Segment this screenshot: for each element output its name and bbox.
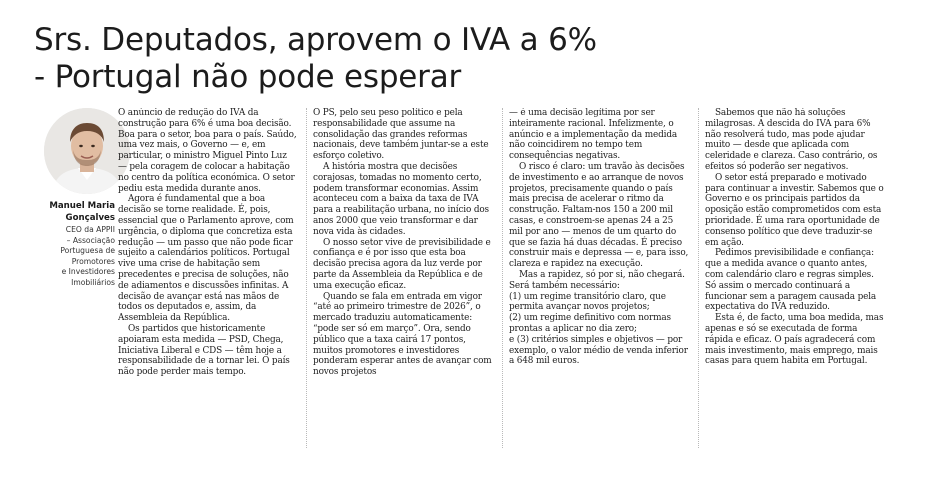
paragraph: Agora é fundamental que a boa decisão se torne realidade. É, pois, essencial que o Parlamento aprove, com urgência, o diploma que concretiza esta redução — um passo que não pode ficar sujeito a calendários políticos. Portugal vive uma crise de habitação sem precedentes e precisa de soluções, não de adiamentos e discussões infinitas. A decisão de avançar está nas mãos de todos os deputados e, assim, da Assembleia da República. — [118, 194, 294, 324]
author-role-line: e Investidores — [61, 267, 115, 277]
paragraph: O PS, pelo seu peso político e pela responsabilidade que assume na consolidação das grandes reformas nacionais, deve também juntar-se a este esforço coletivo. — [313, 108, 489, 162]
author-role — [20, 225, 115, 289]
paragraph: A história mostra que decisões corajosas, tomadas no momento certo, podem transformar economias. Assim aconteceu com a baixa da taxa de IVA para a reabilitação urbana, no início dos anos 2000 que veio transformar e dar nova vida às cidades. — [313, 161, 489, 237]
paragraph: Os partidos que historicamente apoiaram esta medida — PSD, Chega, Iniciativa Liberal e CDS — têm hoje a responsabilidade de a tornar lei. O país não pode perder mais tempo. — [118, 323, 290, 378]
article-column-1 — [118, 108, 298, 493]
paragraph: Mas a rapidez, só por si, não chegará. Será também necessário: — [509, 269, 685, 291]
paragraph: Esta é, de facto, uma boa medida, mas apenas e só se executada de forma rápida e eficaz. O país agradecerá com mais investimento, mais emprego, mais casas para quem habita em Portugal. — [705, 313, 884, 367]
paragraph: Pedimos previsibilidade e confiança: que a medida avance o quanto antes, com calendário claro e regras simples. Só assim o mercado continuará a funcionar sem a paragem causada pela expectativa do IVA reduzido. — [705, 248, 877, 313]
paragraph: Quando se fala em entrada em vigor “até ao primeiro trimestre de 2026”, o mercado traduziu automaticamente: “pode ser só em março”. Ora, sendo público que a taxa cairá 17 pontos, muitos promotores e investidores ponderam esperar antes de avançar com novos projetos — [313, 291, 492, 378]
list-item: e (3) critérios simples e objetivos — por exemplo, o valor médio de venda inferior a 648 mil euros. — [509, 334, 688, 367]
list-item: (2) um regime definitivo com normas prontas a aplicar no dia zero; — [509, 313, 671, 334]
column-divider — [698, 108, 699, 448]
column-divider — [306, 108, 307, 448]
author-role-line: – Associação — [66, 235, 115, 245]
article-column-4 — [705, 108, 885, 493]
paragraph: Sabemos que não há soluções milagrosas. A descida do IVA para 6% não resolverá tudo, mas pode ajudar muito — desde que aplicada com celeridade e clareza. Caso contrário, os efeitos só poderão ser negativos. — [705, 108, 878, 172]
paragraph: O nosso setor vive de previsibilidade e confiança e é por isso que esta boa decisão precisa agora da luz verde por parte da Assembleia da República e de uma execução eficaz. — [313, 237, 491, 291]
list-item: (1) um regime transitório claro, que permita avançar novos projetos; — [509, 291, 666, 313]
author-role-line: Portuguesa de — [60, 246, 115, 256]
author-name — [20, 200, 115, 224]
headline-line-1: Srs. Deputados, aprovem o IVA a 6% — [34, 22, 597, 58]
paragraph: O anúncio de redução do IVA da construção para 6% é uma boa decisão. Boa para o setor, boa para o país. Saúdo, uma vez mais, o Governo — e, em particular, o ministro Miguel Pinto Luz — pela coragem de colocar a habitação no centro da política económica. O setor pediu esta medida durante anos. — [118, 108, 297, 194]
author-name-line-2: Gonçalves — [65, 213, 115, 223]
article-column-3 — [509, 108, 689, 493]
headline-line-2: - Portugal não pode esperar — [34, 59, 462, 95]
author-name-line-1: Manuel Maria — [49, 201, 115, 211]
author-role-line: Promotores — [71, 256, 115, 266]
paragraph: — é uma decisão legítima por ser inteiramente racional. Infelizmente, o anúncio e a implementação da medida não coincidirem no tempo tem consequências negativas. — [509, 108, 677, 162]
headline — [34, 22, 914, 96]
article-column-2 — [313, 108, 493, 493]
author-role-line: CEO da APPII — [65, 225, 115, 234]
column-divider — [502, 108, 503, 448]
paragraph: O setor está preparado e motivado para continuar a investir. Sabemos que o Governo e os principais partidos da oposição estão comprometidos com esta prioridade. É uma rara oportunidade de consenso político que deve traduzir-se em ação. — [705, 172, 884, 248]
paragraph: O risco é claro: um travão às decisões de investimento e ao arranque de novos projetos, precisamente quando o país mais precisa de acelerar o ritmo da construção. Faltam-nos 150 a 200 mil casas, e constroem-se apenas 24 a 25 mil por ano — menos de um quarto do que se fazia há duas décadas. É preciso construir mais e depressa — e, para isso, clareza e rapidez na execução. — [509, 161, 689, 270]
author-role-line: Imobiliários — [71, 277, 115, 287]
